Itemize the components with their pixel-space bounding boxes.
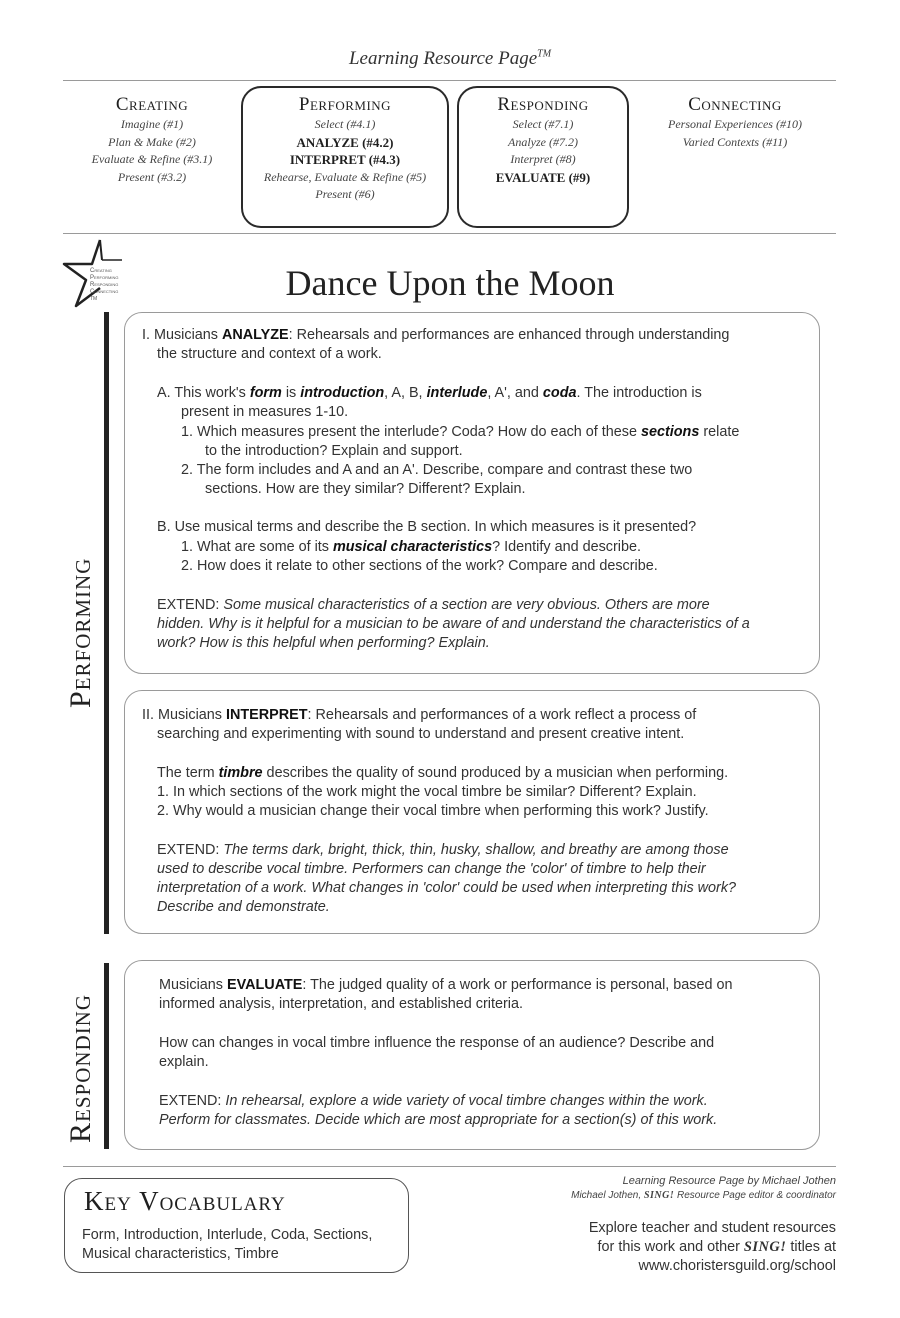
vocab-terms: Musical characteristics, Timbre [82, 1246, 279, 1262]
column-heading: Responding [497, 94, 589, 115]
column-item: ANALYZE (#4.2) [296, 134, 394, 150]
extend-line: Describe and demonstrate. [157, 899, 330, 915]
resource-page-title: Learning Resource Page™ [348, 48, 552, 69]
column-item: Evaluate & Refine (#3.1) [91, 152, 213, 166]
item-a2-line: sections. How are they similar? Different? Explain. [205, 481, 526, 497]
item-b1-line: 1. What are some of its musical characteristics? Identify and describe. [181, 539, 641, 555]
extend-line: interpretation of a work. What changes in 'color' could be used when interpreting this work? [157, 880, 737, 896]
column-responding [459, 94, 627, 186]
column-connecting [640, 94, 830, 151]
vocab-heading: Key Vocabulary [84, 1186, 286, 1216]
column-item: EVALUATE (#9) [495, 169, 591, 185]
column-heading: Connecting [688, 94, 782, 115]
extend-line: EXTEND: Some musical characteristics of a section are very obvious. Others are more [157, 597, 710, 613]
evaluate-intro-line: Musicians EVALUATE: The judged quality of a work or performance is personal, based on [159, 977, 733, 993]
extend-line: EXTEND: In rehearsal, explore a wide variety of vocal timbre changes within the work. [159, 1093, 708, 1109]
website-link[interactable]: www.choristersguild.org/school [638, 1258, 836, 1274]
credit-author: Learning Resource Page by Michael Jothen [622, 1175, 836, 1187]
column-performing [243, 94, 447, 204]
column-item: Present (#3.2) [117, 169, 187, 184]
column-heading: Creating [115, 94, 189, 115]
footer-rule [63, 1166, 836, 1167]
extend-line: Perform for classmates. Decide which are most appropriate for a section(s) of this work. [159, 1112, 718, 1128]
explore-line: Explore teacher and student resources [588, 1220, 836, 1236]
item-a1-line: 1. Which measures present the interlude? Coda? How do each of these sections relate [181, 424, 740, 440]
responding-bar [104, 963, 109, 1149]
column-item: Analyze (#7.2) [508, 134, 578, 149]
column-item: Present (#6) [315, 187, 375, 201]
column-item: Varied Contexts (#11) [682, 134, 788, 149]
item-a-line: present in measures 1-10. [181, 404, 349, 420]
column-item: Interpret (#8) [510, 152, 576, 166]
item-a2-line: 2. The form includes and A and an A'. Describe, compare and contrast these two [181, 462, 693, 478]
performing-bar [104, 312, 109, 934]
item-b2-line: 2. How does it relate to other sections of the work? Compare and describe. [181, 558, 658, 574]
analyze-intro-line: I. Musicians ANALYZE: Rehearsals and performances are enhanced through understanding [142, 327, 730, 343]
interpret-intro-line: II. Musicians INTERPRET: Rehearsals and performances of a work reflect a process of [142, 707, 697, 723]
document-title: Dance Upon the Moon [285, 263, 615, 303]
interpret-intro-line: searching and experimenting with sound to understand and present creative intent. [157, 726, 685, 742]
item-b-line: B. Use musical terms and describe the B section. In which measures is it presented? [157, 519, 697, 535]
column-item: INTERPRET (#4.3) [289, 152, 401, 167]
item-a-line: A. This work's form is introduction, A, B, interlude, A', and coda. The introduction is [157, 385, 702, 401]
timbre-question: 1. In which sections of the work might the vocal timbre be similar? Different? Explain. [157, 784, 697, 800]
extend-line: hidden. Why is it helpful for a musician to be aware of and understand the characteristics of a [157, 616, 750, 632]
side-label-performing: Performing [64, 557, 97, 708]
explore-line: for this work and other SING! titles at [597, 1239, 836, 1255]
timbre-line: The term timbre describes the quality of sound produced by a musician when performing. [157, 765, 729, 781]
evaluate-intro-line: informed analysis, interpretation, and established criteria. [159, 996, 523, 1012]
column-creating [70, 94, 234, 186]
extend-line: EXTEND: The terms dark, bright, thick, thin, husky, shallow, and breathy are among those [157, 842, 729, 858]
credit-editor: Michael Jothen, SING! Resource Page editor & coordinator [571, 1190, 836, 1201]
item-a1-line: to the introduction? Explain and support. [205, 443, 463, 459]
extend-line: used to describe vocal timbre. Performers can change the 'color' of timbre to help their [157, 861, 706, 877]
logo-words: Creating Performing Responding Connecting TM [90, 268, 119, 302]
timbre-question: 2. Why would a musician change their vocal timbre when performing this work? Justify. [157, 803, 709, 819]
column-item: Plan & Make (#2) [108, 134, 196, 149]
analyze-intro-line: the structure and context of a work. [157, 346, 382, 362]
extend-line: work? How is this helpful when performing? Explain. [157, 635, 490, 651]
column-item: Personal Experiences (#10) [668, 117, 802, 131]
vocab-terms: Form, Introduction, Interlude, Coda, Sections, [82, 1227, 373, 1243]
header-top-rule [63, 80, 836, 81]
column-item: Rehearse, Evaluate & Refine (#5) [263, 169, 427, 184]
column-item: Imagine (#1) [120, 117, 184, 131]
evaluate-question: explain. [159, 1054, 209, 1070]
side-label-responding: Responding [64, 993, 97, 1143]
evaluate-question: How can changes in vocal timbre influence the response of an audience? Describe and [159, 1035, 715, 1051]
column-item: Select (#7.1) [512, 117, 574, 131]
column-item: Select (#4.1) [314, 117, 376, 131]
header-bottom-rule [63, 233, 836, 234]
column-heading: Performing [298, 94, 392, 115]
